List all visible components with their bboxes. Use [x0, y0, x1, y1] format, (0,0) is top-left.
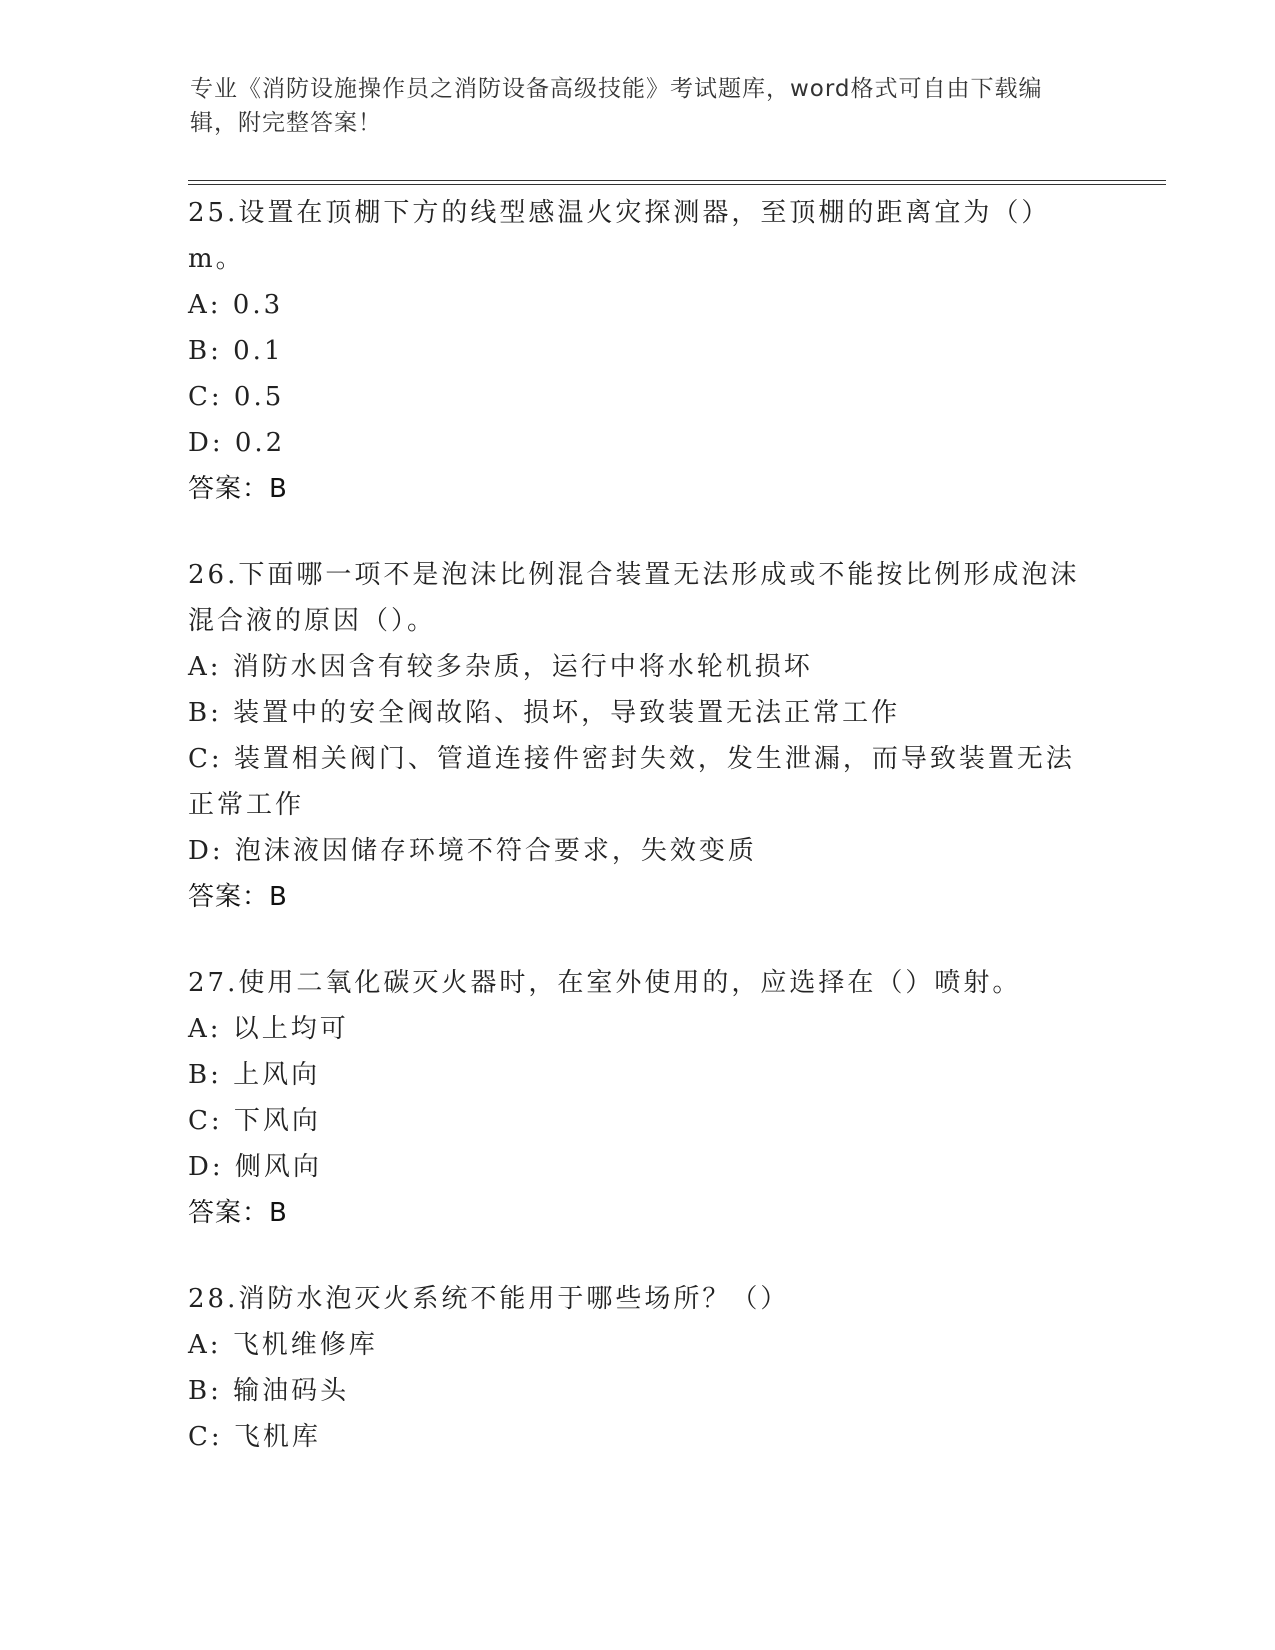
- answer-line: 答案：B: [188, 474, 288, 504]
- option-b: B: 0.1: [188, 336, 284, 366]
- option-d: D: 泡沫液因储存环境不符合要求，失效变质: [188, 836, 757, 866]
- option-c: C: 飞机库: [188, 1422, 321, 1452]
- question-list: [188, 190, 1088, 1500]
- option-c: C: 装置相关阀门、管道连接件密封失效，发生泄漏，而导致装置无法正常工作: [188, 744, 1075, 820]
- answer-line: 答案：B: [188, 882, 288, 912]
- option-a: A: 以上均可: [188, 1014, 349, 1044]
- answer-line: 答案：B: [188, 1198, 288, 1228]
- option-b: B: 输油码头: [188, 1376, 350, 1406]
- option-c: C: 下风向: [188, 1106, 321, 1136]
- question-26: [188, 552, 1088, 920]
- option-d: D: 侧风向: [188, 1152, 322, 1182]
- question-28: [188, 1276, 1088, 1460]
- option-d: D: 0.2: [188, 428, 286, 458]
- header-divider-bottom: [188, 184, 1166, 185]
- question-25: [188, 190, 1088, 512]
- option-b: B: 上风向: [188, 1060, 321, 1090]
- option-c: C: 0.5: [188, 382, 285, 412]
- option-a: A: 飞机维修库: [188, 1330, 378, 1360]
- question-stem: 25.设置在顶棚下方的线型感温火灾探测器，至顶棚的距离宜为（）m。: [188, 198, 1051, 274]
- header-divider-top: [188, 180, 1166, 181]
- question-stem: 28.消防水泡灭火系统不能用于哪些场所？（）: [188, 1284, 790, 1314]
- option-b: B: 装置中的安全阀故陷、损坏，导致装置无法正常工作: [188, 698, 901, 728]
- question-stem: 26.下面哪一项不是泡沫比例混合装置无法形成或不能按比例形成泡沫混合液的原因（）。: [188, 560, 1080, 636]
- question-stem: 27.使用二氧化碳灭火器时，在室外使用的，应选择在（）喷射。: [188, 968, 1022, 998]
- document-header: 专业《消防设施操作员之消防设备高级技能》考试题库，word格式可自由下载编辑，附完整答案！: [190, 76, 1043, 136]
- question-27: [188, 960, 1088, 1236]
- option-a: A: 0.3: [188, 290, 284, 320]
- option-a: A: 消防水因含有较多杂质，运行中将水轮机损坏: [188, 652, 813, 682]
